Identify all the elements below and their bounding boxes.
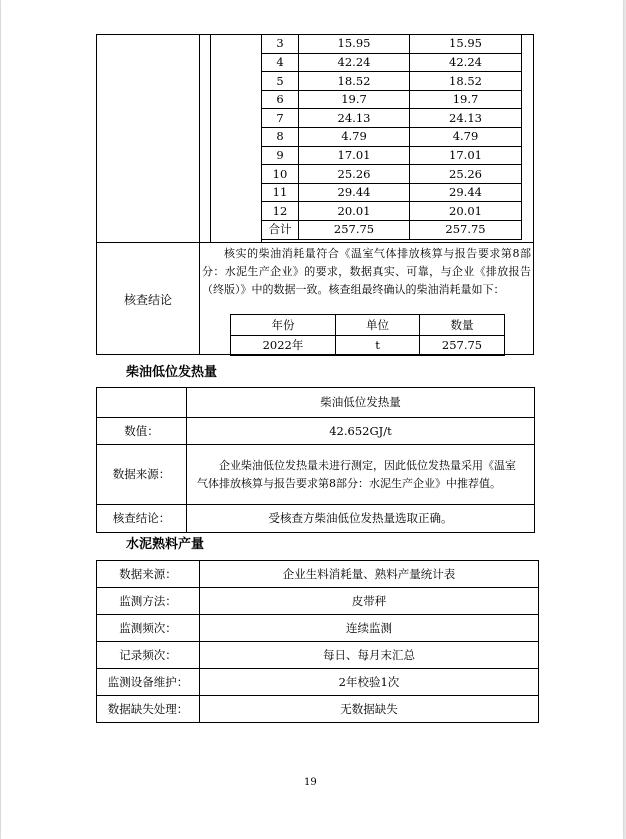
cell-month: 8 bbox=[262, 127, 299, 146]
table-row bbox=[97, 588, 539, 615]
table-row bbox=[262, 202, 522, 221]
page-number: 19 bbox=[304, 777, 317, 788]
table-row bbox=[262, 146, 522, 165]
conclusion-text: 核实的柴油消耗量符合《温室气体排放核算与报告要求第8部分：水泥生产企业》的要求，数据真实、可靠，与企业《排放报告（终版）》中的数据一致。核查组最终确认的柴油消耗量如下： bbox=[202, 247, 531, 296]
diesel-heat-table bbox=[96, 387, 535, 533]
cell-month: 6 bbox=[262, 90, 299, 109]
table-row bbox=[262, 165, 522, 184]
diesel-conclusion-label: 核查结论： bbox=[97, 505, 187, 533]
document-page bbox=[1, 0, 623, 839]
diesel-source-text: 企业柴油低位发热量未进行测定，因此低位发热量采用《温室气体排放核算与报告要求第8部分：水泥生产企业》中推荐值。 bbox=[197, 458, 516, 490]
clinker-label: 监测频次： bbox=[97, 615, 200, 642]
cell-month: 4 bbox=[262, 53, 299, 72]
table-row bbox=[262, 90, 522, 109]
cell-v2: 18.52 bbox=[410, 72, 522, 91]
conclusion-label: 核查结论 bbox=[123, 293, 172, 307]
clinker-value: 连续监测 bbox=[200, 615, 539, 642]
clinker-value: 企业生料消耗量、熟料产量统计表 bbox=[200, 561, 539, 588]
clinker-label: 记录频次： bbox=[97, 642, 200, 669]
table-row bbox=[262, 53, 522, 72]
cell-v2: 25.26 bbox=[410, 165, 522, 184]
monthly-consumption-table bbox=[261, 34, 522, 240]
table-row bbox=[262, 127, 522, 146]
cell-v1: 25.26 bbox=[299, 165, 410, 184]
cell-month: 7 bbox=[262, 109, 299, 128]
table-row bbox=[262, 72, 522, 91]
cell-v2: 17.01 bbox=[410, 146, 522, 165]
summary-quantity: 257.75 bbox=[420, 336, 505, 356]
cell-v2: 24.13 bbox=[410, 109, 522, 128]
diesel-value: 42.652GJ/t bbox=[187, 418, 535, 445]
diesel-heat-title: 柴油低位发热量 bbox=[126, 365, 218, 380]
cell-v1: 257.75 bbox=[299, 220, 410, 239]
diesel-heat-blank-cell bbox=[97, 388, 187, 418]
clinker-value: 无数据缺失 bbox=[200, 696, 539, 723]
cell-v2: 257.75 bbox=[410, 220, 522, 239]
cell-month: 10 bbox=[262, 165, 299, 184]
cell-v1: 18.52 bbox=[299, 72, 410, 91]
diesel-conclusion-value: 受核查方柴油低位发热量选取正确。 bbox=[187, 505, 535, 533]
clinker-value: 2年校验1次 bbox=[200, 669, 539, 696]
cell-month: 5 bbox=[262, 72, 299, 91]
cell-month: 合计 bbox=[262, 220, 299, 239]
diesel-heat-header: 柴油低位发热量 bbox=[187, 388, 535, 418]
cell-v1: 15.95 bbox=[299, 35, 410, 54]
clinker-label: 数据缺失处理： bbox=[97, 696, 200, 723]
cell-v1: 20.01 bbox=[299, 202, 410, 221]
diesel-source-label: 数据来源： bbox=[97, 445, 187, 505]
diesel-value-label: 数值： bbox=[97, 418, 187, 445]
clinker-table bbox=[96, 560, 539, 723]
cell-month: 12 bbox=[262, 202, 299, 221]
cell-v2: 4.79 bbox=[410, 127, 522, 146]
clinker-label: 监测设备维护： bbox=[97, 669, 200, 696]
cell-v1: 24.13 bbox=[299, 109, 410, 128]
cell-v1: 19.7 bbox=[299, 90, 410, 109]
cell-month: 9 bbox=[262, 146, 299, 165]
cell-v2: 20.01 bbox=[410, 202, 522, 221]
upper-conclusion-divider bbox=[96, 242, 534, 243]
table-row bbox=[97, 561, 539, 588]
table-row bbox=[262, 220, 522, 239]
clinker-label: 数据来源： bbox=[97, 561, 200, 588]
summary-header-quantity: 数量 bbox=[420, 315, 505, 336]
cell-v1: 29.44 bbox=[299, 183, 410, 202]
diesel-source-value bbox=[187, 445, 535, 505]
summary-header-year: 年份 bbox=[231, 315, 336, 336]
table-row bbox=[97, 642, 539, 669]
cell-v1: 42.24 bbox=[299, 53, 410, 72]
cell-v1: 17.01 bbox=[299, 146, 410, 165]
summary-header-unit: 单位 bbox=[336, 315, 420, 336]
table-row bbox=[262, 183, 522, 202]
cell-month: 3 bbox=[262, 35, 299, 54]
cell-v2: 19.7 bbox=[410, 90, 522, 109]
clinker-value: 皮带秤 bbox=[200, 588, 539, 615]
clinker-label: 监测方法： bbox=[97, 588, 200, 615]
table-row bbox=[97, 696, 539, 723]
upper-inner-divider bbox=[210, 34, 211, 242]
cell-v2: 29.44 bbox=[410, 183, 522, 202]
summary-unit: t bbox=[336, 336, 420, 356]
table-row bbox=[262, 109, 522, 128]
table-row bbox=[97, 669, 539, 696]
cell-v2: 15.95 bbox=[410, 35, 522, 54]
upper-left-divider bbox=[199, 34, 200, 355]
cell-month: 11 bbox=[262, 183, 299, 202]
cell-v1: 4.79 bbox=[299, 127, 410, 146]
table-row bbox=[97, 615, 539, 642]
conclusion-summary-table bbox=[230, 314, 505, 356]
table-row bbox=[262, 35, 522, 54]
clinker-title: 水泥熟料产量 bbox=[126, 537, 205, 552]
summary-year: 2022年 bbox=[231, 336, 336, 356]
clinker-value: 每日、每月末汇总 bbox=[200, 642, 539, 669]
cell-v2: 42.24 bbox=[410, 53, 522, 72]
